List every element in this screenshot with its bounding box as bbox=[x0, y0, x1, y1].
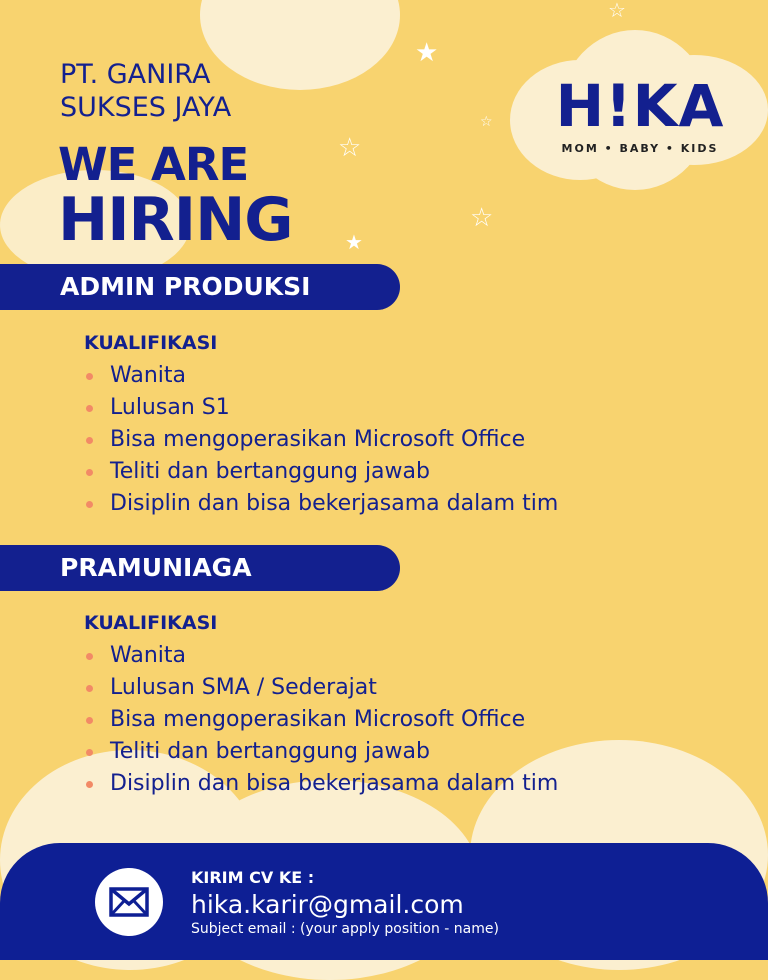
list-item: Lulusan S1 bbox=[84, 392, 558, 424]
mail-icon bbox=[95, 868, 163, 936]
star-icon: ☆ bbox=[480, 114, 493, 130]
list-item: Wanita bbox=[84, 360, 558, 392]
logo-tagline: MOM • BABY • KIDS bbox=[561, 142, 719, 155]
headline-line1: WE ARE bbox=[58, 138, 249, 191]
company-line2: SUKSES JAYA bbox=[60, 92, 232, 123]
list-item: Disiplin dan bisa bekerjasama dalam tim bbox=[84, 768, 558, 800]
list-item: Bisa mengoperasikan Microsoft Office bbox=[84, 704, 558, 736]
contact-email[interactable]: hika.karir@gmail.com bbox=[191, 890, 464, 919]
company-line1: PT. GANIRA bbox=[60, 59, 211, 90]
star-icon: ★ bbox=[345, 230, 363, 254]
list-item: Bisa mengoperasikan Microsoft Office bbox=[84, 424, 558, 456]
list-item: Teliti dan bertanggung jawab bbox=[84, 456, 558, 488]
logo-word: H!KA bbox=[555, 72, 725, 140]
list-item: Lulusan SMA / Sederajat bbox=[84, 672, 558, 704]
section-label: KUALIFIKASI bbox=[84, 332, 218, 354]
list-item: Disiplin dan bisa bekerjasama dalam tim bbox=[84, 488, 558, 520]
qualifications-admin bbox=[84, 332, 558, 520]
star-icon: ☆ bbox=[338, 133, 362, 163]
position-banner-admin: ADMIN PRODUKSI bbox=[0, 264, 400, 310]
contact-subject: Subject email : (your apply position - name) bbox=[191, 921, 499, 937]
position-banner-pramuniaga: PRAMUNIAGA bbox=[0, 545, 400, 591]
headline-line2: HIRING bbox=[58, 185, 293, 255]
star-icon: ☆ bbox=[608, 0, 626, 22]
list-item: Teliti dan bertanggung jawab bbox=[84, 736, 558, 768]
qualifications-pramuniaga bbox=[84, 612, 558, 800]
company-name bbox=[60, 58, 231, 124]
contact-label: KIRIM CV KE : bbox=[191, 868, 315, 887]
headline bbox=[58, 138, 293, 255]
star-icon: ★ bbox=[415, 38, 439, 68]
star-icon: ☆ bbox=[470, 203, 494, 233]
hika-logo bbox=[550, 72, 730, 155]
list-item: Wanita bbox=[84, 640, 558, 672]
section-label: KUALIFIKASI bbox=[84, 612, 218, 634]
